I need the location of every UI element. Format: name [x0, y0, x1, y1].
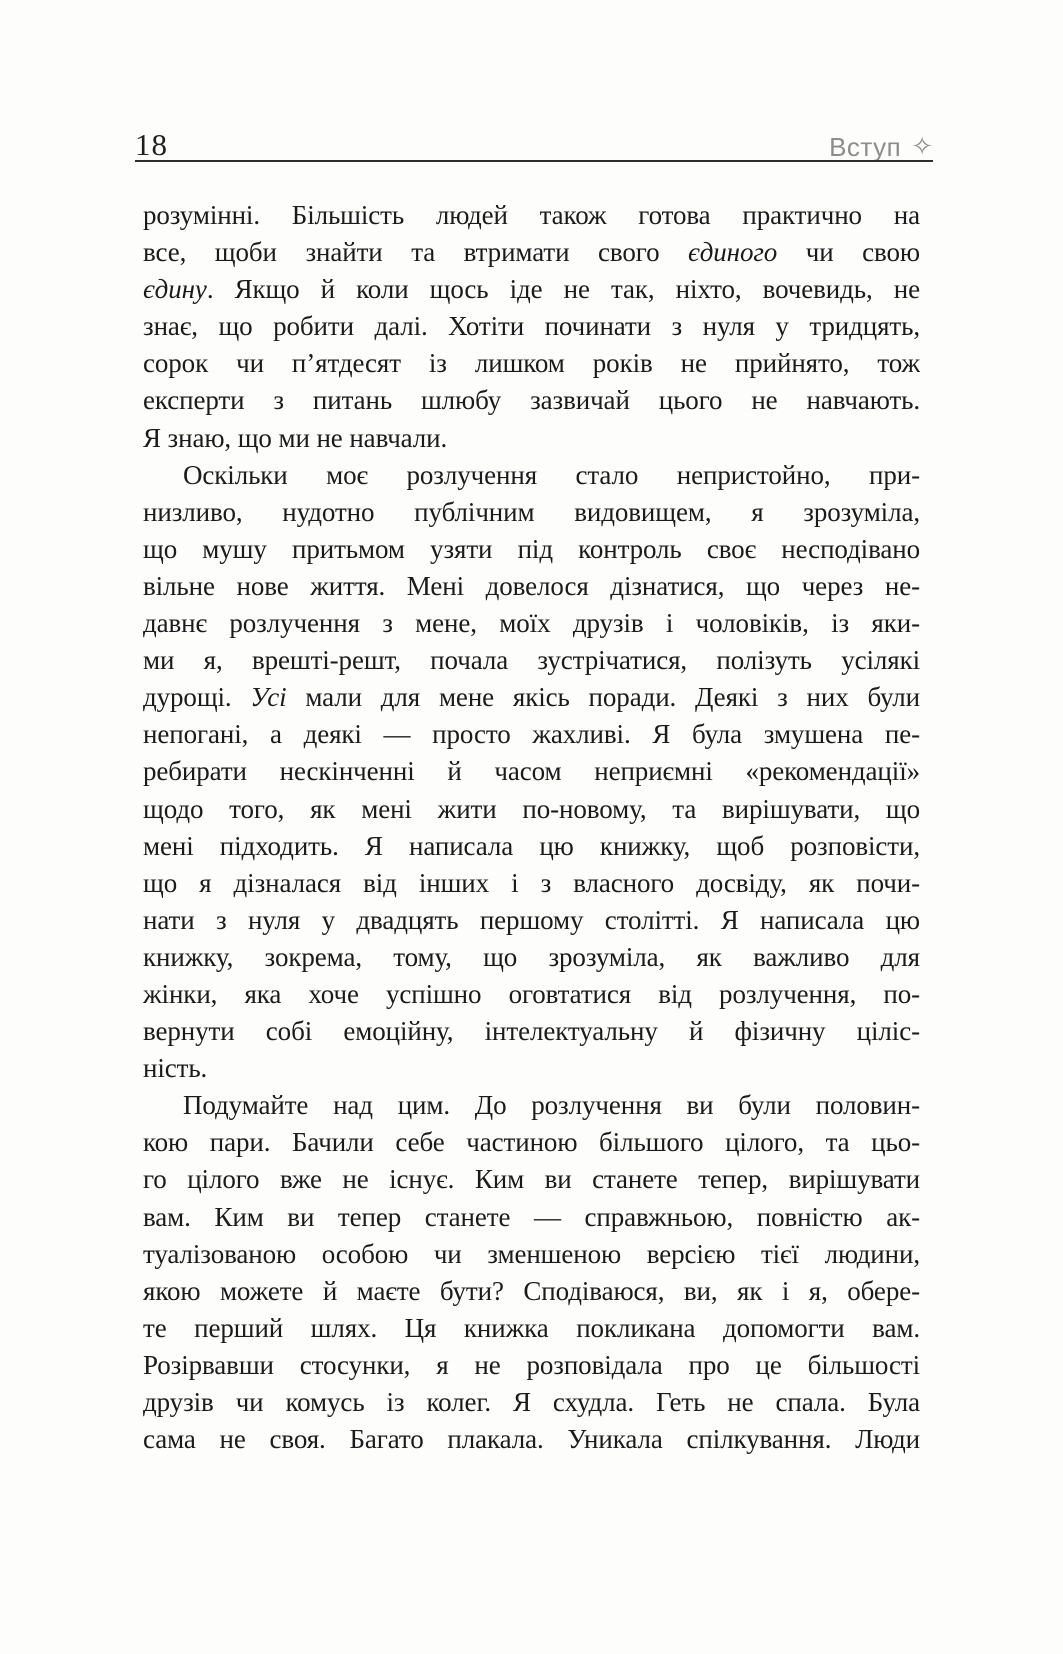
body-text: непогані, а деякі — просто жахливі. Я була змушена пе- [143, 719, 920, 750]
paragraph [143, 197, 920, 457]
body-text: вільне нове життя. Мені довелося дізнатися, що через не- [143, 570, 920, 601]
text-line [143, 568, 920, 605]
text-line [143, 1124, 920, 1161]
text-line [143, 382, 920, 419]
page-number: 18 [135, 127, 168, 162]
body-text: ми я, врешті-решт, почала зустрічатися, полізуть усілякі [143, 645, 920, 676]
text-line [143, 271, 920, 308]
four-pointed-star-icon: ✧ [911, 132, 933, 161]
text-line [143, 1273, 920, 1310]
text-line [143, 1310, 920, 1347]
text-line [143, 1161, 920, 1198]
body-text: мали для мене якісь поради. Деякі з них були [286, 682, 920, 713]
body-text: знає, що робити далі. Хотіти починати з нуля у тридцять, [143, 311, 920, 342]
text-line [143, 1050, 920, 1087]
italic-text: єдину [143, 274, 207, 305]
body-text: те перший шлях. Ця книжка покликана допомогти вам. [143, 1312, 920, 1343]
italic-text: Усі [250, 682, 287, 713]
body-text: давнє розлучення з мене, моїх друзів і чоловіків, із яки- [143, 608, 920, 639]
body-text: го цілого вже не існує. Ким ви станете тепер, вирішувати [143, 1164, 920, 1195]
text-line [143, 1013, 920, 1050]
body-text: нати з нуля у двадцять першому столітті. Я написала цю [143, 904, 920, 935]
text-line [143, 679, 920, 716]
body-text: все, щоби знайти та втримати свого [143, 237, 689, 268]
text-line [143, 494, 920, 531]
body-text: сама не своя. Багато плакала. Уникала спілкування. Люди [143, 1424, 920, 1455]
text-line [143, 716, 920, 753]
body-text: . Якщо й коли щось іде не так, ніхто, вочевидь, не [206, 274, 920, 305]
text-line [143, 753, 920, 790]
paragraph [143, 1087, 920, 1458]
text-line [143, 234, 920, 271]
italic-text: єдиного [688, 237, 778, 268]
body-text: Розірвавши стосунки, я не розповідала про це більшості [143, 1349, 920, 1380]
text-line [143, 1199, 920, 1236]
body-text: чи свою [777, 237, 920, 268]
text-line [143, 308, 920, 345]
body-text: Оскільки моє розлучення стало непристойно, при- [183, 459, 920, 490]
body-text: дурощі. [143, 682, 251, 713]
body-text: сорок чи п’ятдесят із лишком років не прийнято, тож [143, 348, 920, 379]
paragraph [143, 457, 920, 1088]
body-text: що я дізналася від інших і з власного досвіду, як почи- [143, 867, 920, 898]
body-text: експерти з питань шлюбу зазвичай цього не навчають. [143, 385, 920, 416]
body-text: розумінні. Більшість людей також готова практично на [143, 200, 920, 230]
text-line [143, 791, 920, 828]
text-line [143, 642, 920, 679]
text-line [143, 605, 920, 642]
page-body [143, 197, 920, 1458]
body-text: ребирати нескінченні й часом неприємні «рекомендації» [143, 756, 920, 787]
body-text: вам. Ким ви тепер станете — справжньою, повністю ак- [143, 1201, 920, 1232]
body-text: жінки, яка хоче успішно оговтатися від розлучення, по- [143, 978, 920, 1009]
text-line [143, 828, 920, 865]
text-line [143, 420, 920, 457]
body-text: що мушу притьмом узяти під контроль своє несподівано [143, 533, 920, 564]
running-header-right [829, 134, 933, 160]
body-text: книжку, зокрема, тому, що зрозуміла, як важливо для [143, 941, 920, 972]
body-text: вернути собі емоційну, інтелектуальну й фізичну ціліс- [143, 1016, 920, 1047]
text-line [143, 1347, 920, 1384]
text-line [143, 1087, 920, 1124]
body-text: низливо, нудотно публічним видовищем, я зрозуміла, [143, 496, 920, 527]
text-line [143, 976, 920, 1013]
text-line [143, 1421, 920, 1458]
text-line [143, 531, 920, 568]
text-line [143, 1236, 920, 1273]
text-line [143, 345, 920, 382]
text-line [143, 457, 920, 494]
text-line [143, 902, 920, 939]
body-text: ність. [143, 1053, 208, 1084]
body-text: кою пари. Бачили себе частиною більшого цілого, та цьо- [143, 1127, 920, 1158]
header-rule [135, 160, 933, 162]
text-line [143, 197, 920, 234]
running-header [135, 120, 933, 160]
body-text: якою можете й маєте бути? Сподіваюся, ви, як і я, обере- [143, 1275, 920, 1306]
body-text: Подумайте над цим. До розлучення ви були половин- [183, 1090, 920, 1121]
text-line [143, 865, 920, 902]
chapter-title: Вступ [829, 132, 902, 162]
body-text: друзів чи комусь із колег. Я схудла. Геть не спала. Була [143, 1387, 920, 1417]
body-text: Я знаю, що ми не навчали. [143, 422, 448, 453]
body-text: щодо того, як мені жити по-новому, та вирішувати, що [143, 793, 920, 824]
body-text: мені підходить. Я написала цю книжку, щоб розповісти, [143, 830, 920, 861]
text-line [143, 939, 920, 976]
body-text: туалізованою особою чи зменшеною версією тієї людини, [143, 1238, 920, 1269]
text-line [143, 1384, 920, 1421]
